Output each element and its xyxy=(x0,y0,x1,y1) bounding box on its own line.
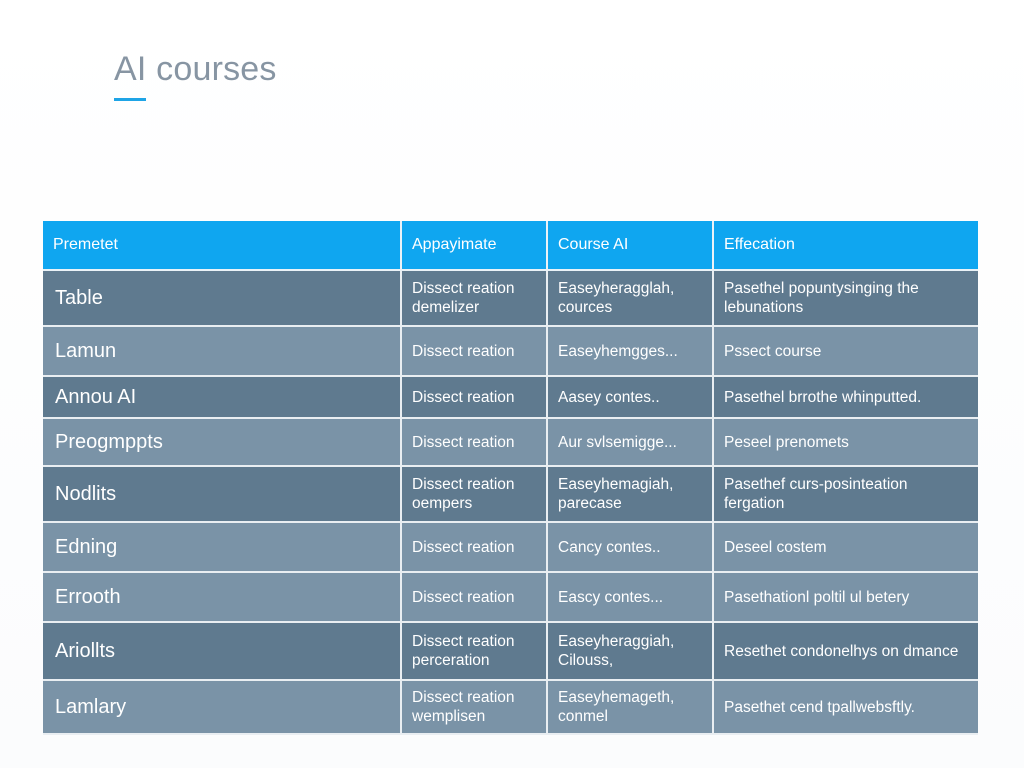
table-cell: Easeyheragglah, cources xyxy=(547,270,713,326)
column-header[interactable]: Effecation xyxy=(713,221,978,270)
table-cell-name: Edning xyxy=(43,522,401,572)
table-row xyxy=(43,270,978,326)
table-cell: Dissect reation xyxy=(401,418,547,466)
table-cell-name: Preogmppts xyxy=(43,418,401,466)
table-cell-name: Lamun xyxy=(43,326,401,376)
table-cell-name: Errooth xyxy=(43,572,401,622)
table-cell: Pasethet cend tpallwebsftly. xyxy=(713,680,978,734)
table-row xyxy=(43,622,978,680)
table-cell: Resethet condonelhys on dmance xyxy=(713,622,978,680)
table-cell: Dissect reation oempers xyxy=(401,466,547,522)
courses-table xyxy=(43,221,978,735)
table-row xyxy=(43,466,978,522)
column-header[interactable]: Premetet xyxy=(43,221,401,270)
table-cell: Aasey contes.. xyxy=(547,376,713,418)
table-cell-name: Ariollts xyxy=(43,622,401,680)
table-cell: Dissect reation xyxy=(401,522,547,572)
table-cell: Cancy contes.. xyxy=(547,522,713,572)
table-row xyxy=(43,680,978,734)
table-cell-name: Lamlary xyxy=(43,680,401,734)
table-cell: Dissect reation demelizer xyxy=(401,270,547,326)
table-cell: Aur svlsemigge... xyxy=(547,418,713,466)
table-cell-name: Table xyxy=(43,270,401,326)
column-header[interactable]: Course AI xyxy=(547,221,713,270)
table-cell: Eascy contes... xyxy=(547,572,713,622)
table-cell: Easeyhemagiah, parecase xyxy=(547,466,713,522)
table-row xyxy=(43,418,978,466)
table-cell: Peseel prenomets xyxy=(713,418,978,466)
title-accent-line xyxy=(114,98,146,101)
table-cell: Deseel costem xyxy=(713,522,978,572)
table-cell: Dissect reation xyxy=(401,376,547,418)
table-cell-name: Nodlits xyxy=(43,466,401,522)
table-row xyxy=(43,326,978,376)
table-cell: Pssect course xyxy=(713,326,978,376)
table-cell: Easeyhemgges... xyxy=(547,326,713,376)
table-cell: Pasethel brrothe whinputted. xyxy=(713,376,978,418)
table-cell-name: Annou AI xyxy=(43,376,401,418)
column-header[interactable]: Appayimate xyxy=(401,221,547,270)
table-cell: Pasethel popuntysinging the lebunations xyxy=(713,270,978,326)
table-cell: Dissect reation xyxy=(401,572,547,622)
table-header-row xyxy=(43,221,978,270)
table-cell: Dissect reation wemplisen xyxy=(401,680,547,734)
table-cell: Easeyheraggiah, Cilouss, xyxy=(547,622,713,680)
table-cell: Dissect reation perceration xyxy=(401,622,547,680)
table-cell: Easeyhemageth, conmel xyxy=(547,680,713,734)
table-row xyxy=(43,572,978,622)
table-row xyxy=(43,376,978,418)
table-cell: Dissect reation xyxy=(401,326,547,376)
table-cell: Pasethef curs-posinteation fergation xyxy=(713,466,978,522)
table-row xyxy=(43,522,978,572)
table-cell: Pasethationl poltil ul betery xyxy=(713,572,978,622)
page-title: AI courses xyxy=(114,50,277,88)
